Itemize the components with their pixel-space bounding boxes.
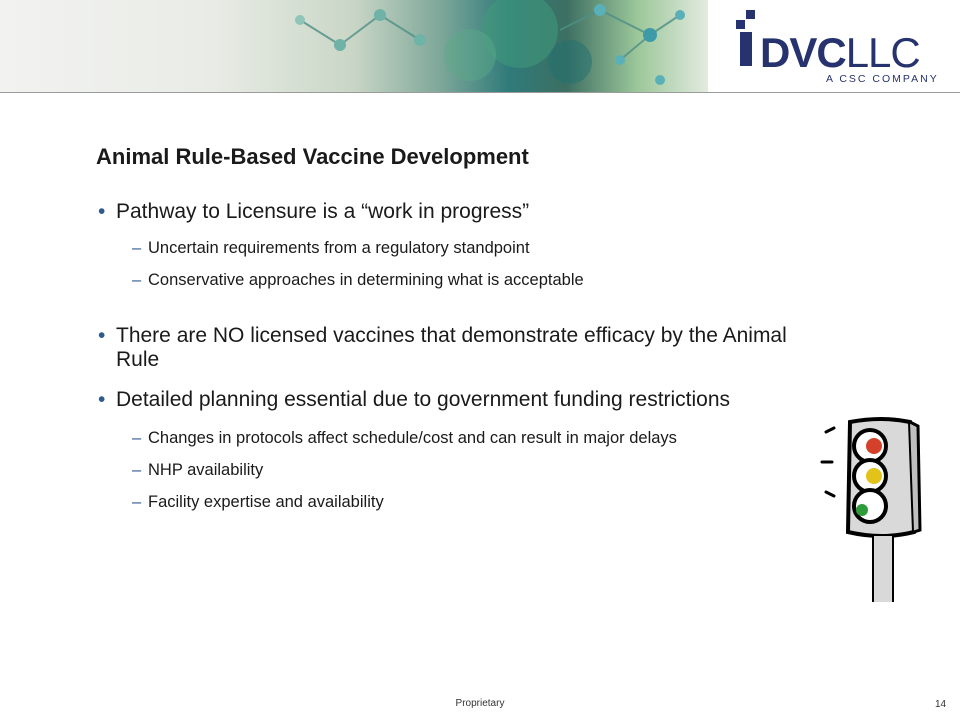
footer-label: Proprietary (455, 698, 505, 709)
header (0, 0, 960, 92)
slide-title: Animal Rule-Based Vaccine Development (96, 144, 529, 169)
logo-mark-icon (730, 8, 760, 78)
molecule-banner-image (0, 0, 708, 92)
bullet-item: • Detailed planning essential due to government funding restrictions (96, 388, 816, 412)
molecule-graphic (0, 0, 708, 92)
company-logo (730, 8, 950, 88)
logo-name: DVCLLC (760, 29, 920, 76)
page-number: 14 (935, 699, 947, 710)
sub-bullet-item: – Conservative approaches in determining what is acceptable (96, 270, 816, 290)
sub-bullet-item: – Facility expertise and availability (96, 492, 816, 512)
logo-tagline: A CSC COMPANY (826, 73, 939, 85)
sub-bullet-item: – Uncertain requirements from a regulatory standpoint (96, 238, 816, 258)
header-divider (0, 92, 960, 93)
slide-content (96, 200, 816, 512)
sub-bullet-item: – Changes in protocols affect schedule/cost and can result in major delays (96, 428, 798, 448)
bullet-item: • Pathway to Licensure is a “work in progress” (96, 200, 816, 224)
sub-bullet-item: – NHP availability (96, 460, 816, 480)
bullet-item: • There are NO licensed vaccines that demonstrate efficacy by the Animal Rule (96, 324, 816, 372)
traffic-light-icon (812, 412, 932, 612)
